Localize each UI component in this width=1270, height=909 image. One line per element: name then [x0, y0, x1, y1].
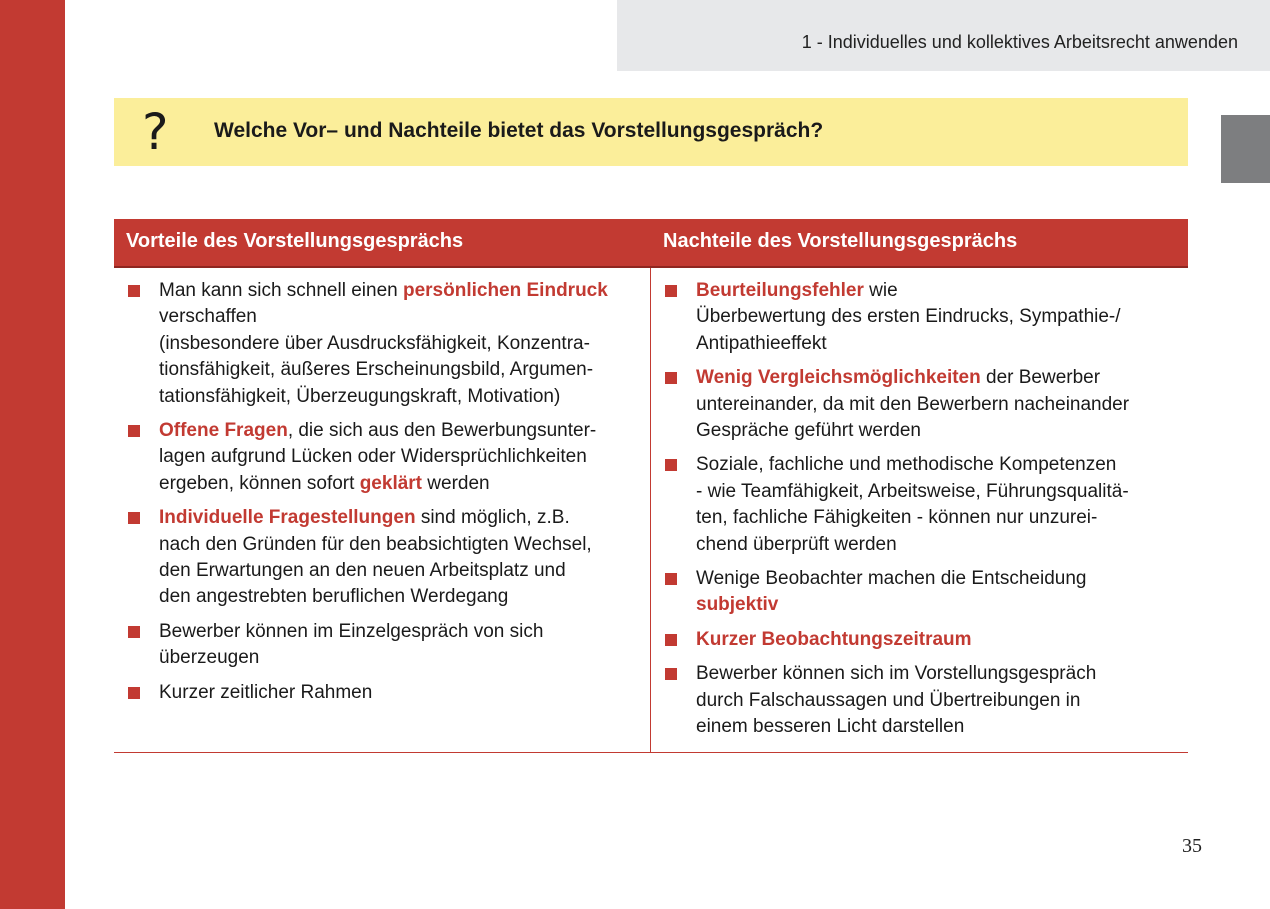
highlight-term: Wenig Vergleichsmöglichkeiten	[696, 367, 981, 389]
item-text: , die sich aus den Bewerbungsunter- lagen aufgrund Lücken oder Widersprüchlichkeiten ergeben, können sofort	[159, 420, 597, 494]
highlight-term: Offene Fragen	[159, 420, 288, 442]
question-text: Welche Vor– und Nachteile bietet das Vorstellungsgespräch?	[214, 119, 824, 142]
advantages-item	[126, 418, 636, 497]
header-advantages: Vorteile des Vorstellungsgesprächs	[126, 230, 464, 252]
item-text: Kurzer zeitlicher Rahmen	[159, 681, 373, 703]
table-body	[114, 268, 1188, 753]
item-text: Wenige Beobachter machen die Entscheidung	[696, 568, 1087, 590]
item-text: Bewerber können im Einzelgespräch von sich überzeugen	[159, 620, 544, 669]
question-mark-icon: ?	[142, 103, 169, 161]
disadvantages-item	[663, 278, 1183, 357]
highlight-term: Individuelle Fragestellungen	[159, 507, 416, 529]
advantages-column	[126, 278, 636, 714]
item-text: Soziale, fachliche und methodische Kompetenzen - wie Teamfähigkeit, Arbeitsweise, Führungsqualitä- ten, fachliche Fähigkeiten - können nur unzurei- chend überprüft werden	[696, 454, 1129, 555]
side-tab-marker	[1221, 115, 1270, 183]
advantages-item	[126, 278, 636, 410]
item-text: sind möglich, z.B. nach den Gründen für den beabsichtigten Wechsel, den Erwartungen an den neuen Arbeitsplatz und den angestrebten beruflichen Werdegang	[159, 507, 592, 608]
chapter-header	[617, 0, 1270, 71]
chapter-title: 1 - Individuelles und kollektives Arbeitsrecht anwenden	[801, 32, 1238, 52]
highlight-term: geklärt	[359, 472, 423, 494]
item-text: der Bewerber untereinander, da mit den Bewerbern nacheinander Gespräche geführt werden	[696, 367, 1130, 442]
advantages-list	[126, 278, 636, 706]
highlight-term: Beurteilungsfehler	[696, 280, 864, 301]
disadvantages-list	[663, 278, 1183, 741]
column-divider	[650, 268, 651, 752]
highlight-term: subjektiv	[696, 594, 779, 616]
disadvantages-column	[663, 278, 1183, 749]
left-color-bar	[0, 0, 65, 909]
disadvantages-item	[663, 452, 1183, 558]
table-header	[114, 219, 1188, 268]
disadvantages-item	[663, 365, 1183, 444]
disadvantages-item	[663, 661, 1183, 740]
disadvantages-item	[663, 566, 1183, 619]
advantages-item	[126, 505, 636, 611]
item-text: werden	[422, 472, 490, 494]
item-text: wie Überbewertung des ersten Eindrucks, Sympathie-/ Antipathieeffekt	[696, 280, 1121, 354]
comparison-table	[114, 219, 1188, 753]
item-text: Bewerber können sich im Vorstellungsgespräch durch Falschaussagen und Übertreibungen in einem besseren Licht darstellen	[696, 663, 1097, 738]
disadvantages-item	[663, 627, 1183, 653]
page-number: 35	[1182, 835, 1202, 857]
advantages-item	[126, 680, 636, 706]
highlight-term: persönlichen Eindruck	[402, 280, 608, 301]
header-disadvantages: Nachteile des Vorstellungsgesprächs	[663, 230, 1018, 252]
advantages-item	[126, 619, 636, 672]
item-text: verschaffen (insbesondere über Ausdrucksfähigkeit, Konzentra- tionsfähigkeit, äußeres Erscheinungsbild, Argumen- tationsfähigkeit, Überzeugungskraft, Motivation)	[159, 306, 594, 407]
item-text: Man kann sich schnell einen	[159, 280, 403, 301]
highlight-term: Kurzer Beobachtungszeitraum	[696, 628, 972, 650]
